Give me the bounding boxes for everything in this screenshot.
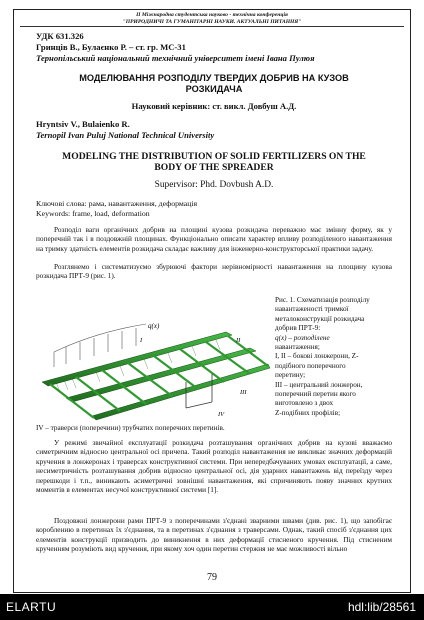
- title-ua-line-1: МОДЕЛЮВАННЯ РОЗПОДІЛУ ТВЕРДИХ ДОБРИВ НА КУЗОВ: [79, 73, 349, 83]
- document-page: [13, 9, 411, 593]
- conference-line-2: "ПРИРОДНИЧІ ТА ГУМАНІТАРНІ НАУКИ. АКТУАЛЬНІ ПИТАННЯ": [122, 18, 302, 25]
- label-IV: IV: [218, 411, 225, 418]
- caption-line: навантаження;: [275, 343, 320, 352]
- footer-repository-name: ELARTU: [6, 600, 57, 614]
- title-ua: [36, 73, 392, 95]
- figure-caption: [275, 296, 395, 418]
- supervisor-en: Supervisor: Phd. Dovbush A.D.: [154, 180, 274, 190]
- caption-line: Z-подібних профілів;: [275, 408, 341, 417]
- caption-line: подібного поперечного: [275, 361, 346, 370]
- footer-handle-link[interactable]: hdl:lib/28561: [347, 600, 416, 614]
- title-en-line-1: MODELING THE DISTRIBUTION OF SOLID FERTILIZERS ON THE: [62, 151, 366, 162]
- figure-frame-diagram: [36, 312, 271, 428]
- label-II: II: [236, 337, 241, 344]
- paragraph-1: Розподіл ваги органічних добрив на площині кузова розкидача переважно має змінну форму, як у поперечній так і в поздовжній площинах. Функціонально описати характер впливу розподіленого навантаження на тримку здатність елементів розкидача складає важливу для інженерно-конструкторської практики задачу.: [36, 225, 392, 253]
- frame-3d-svg: [36, 312, 271, 428]
- supervisor-ua: Науковий керівник: ст. викл. Довбуш А.Д.: [131, 101, 297, 111]
- paragraph-3: У режимі звичайної експлуатації розкидача розташування органічних добрив на кузові вважаємо симетричним відносно центральної осі причепа. Такий розподіл навантаження не викликає значних деформацій кручення в лонжеронах і траверсах конструктивної системи. При непередбачуваних умовах експлуатації, а саме, несиметричність розташування добрив відносно центральної осі, дія ударних навантажень від переїзду через перешкоди і т.п., виникають асиметричні зовнішні навантаження, які спричиняють появу значних крутних моментів в елементах несучої конструктивної системи [1].: [36, 438, 392, 495]
- caption-line: Рис. 1. Схематизація розподілу: [275, 296, 370, 304]
- page-number: 79: [207, 572, 217, 583]
- title-en: [36, 151, 392, 173]
- conference-header: [14, 12, 410, 25]
- authors-ua: Гринців В., Булаєнко Р. – ст. гр. МС-31: [36, 42, 186, 52]
- authors-en: Hryntsiv V., Bulaienko R.: [36, 119, 130, 129]
- udk-code: УДК 631.326: [36, 31, 84, 41]
- label-I: I: [140, 337, 143, 344]
- header-rule: [20, 26, 404, 27]
- paragraph-4: Поздовжні лонжерони рами ПРТ-9 з поперечинами з'єднані зварними швами (див. рис. 1), що запобігає короблению в перетинах їх з'єднання, та в перетинах з'єднання з траверсами. Однак, такий спосіб з'єднання цих елементів конструкції призводить до виникнення в них деформації стисненого кручення. Під стисненим крученням розуміють вид кручення, при якому хоч один перетин стержня не має можливості вільно: [36, 516, 392, 554]
- conference-line-1: II Міжнародна студентська науково - технічна конференція: [136, 12, 288, 18]
- longitudinal-beams: [42, 332, 270, 420]
- title-ua-line-2: РОЗКИДАЧА: [185, 84, 243, 94]
- caption-line: q(x) – розподілене: [275, 333, 330, 342]
- keywords-ua: Ключові слова: рама, навантаження, деформація: [36, 199, 198, 208]
- affiliation-en: Ternopil Ivan Puluj National Technical University: [36, 130, 215, 140]
- figure-caption-last: IV – траверси (поперечини) трубчатих поперечних перетинів.: [36, 424, 225, 432]
- caption-line: I, II – бокові лонжерони, Z-: [275, 352, 359, 361]
- caption-line: поперечний перетин якого: [275, 390, 356, 399]
- footer-bar: [0, 594, 424, 620]
- caption-line: III – центральний лонжерон,: [275, 380, 363, 389]
- label-qx: q(x): [148, 322, 160, 330]
- keywords-en: Keywords: frame, load, deformation: [36, 209, 150, 218]
- paragraph-2: Розглянемо і систематизуємо збурюючі фактори нерівномірності навантаження на площину кузова розкидача ПРТ-9 (рис. 1).: [36, 262, 392, 281]
- caption-line: навантаженості тримкої: [275, 305, 349, 314]
- label-III: III: [240, 389, 247, 396]
- caption-line: перетину;: [275, 371, 306, 380]
- caption-line: виготовлено з двох: [275, 399, 334, 408]
- caption-line: металоконструкції розкидача: [275, 314, 365, 323]
- caption-line: добрив ПРТ-9:: [275, 324, 321, 333]
- affiliation-ua: Тернопільський національний технічний університет імені Івана Пулюя: [36, 53, 315, 63]
- title-en-line-2: BODY OF THE SPREADER: [154, 162, 274, 173]
